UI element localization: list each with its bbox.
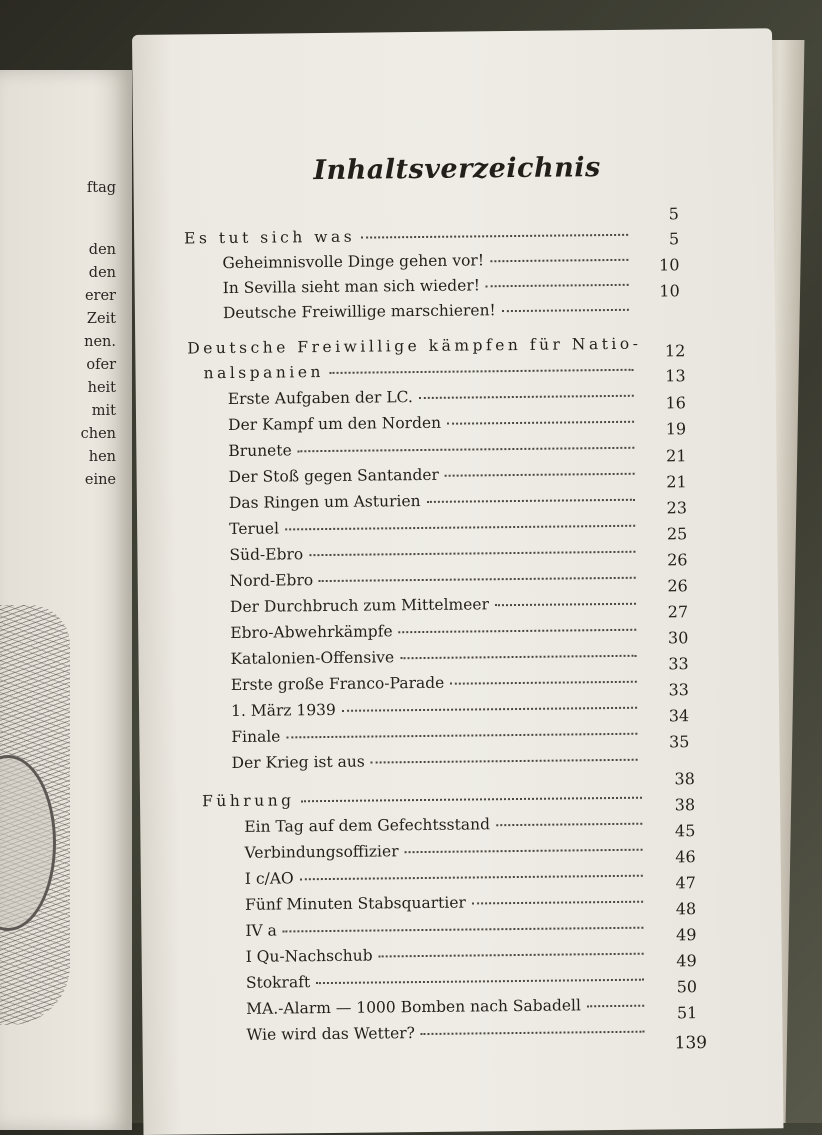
toc-entry: Der Stoß gegen Santander	[229, 464, 641, 486]
page-ref: 49	[676, 951, 697, 971]
contents-page	[132, 28, 783, 1135]
page-ref: 21	[665, 446, 687, 466]
toc-entry: Der Krieg ist aus	[232, 750, 644, 772]
page-ref: 5	[668, 204, 680, 224]
page-ref: 26	[667, 576, 688, 596]
left-page-word: ftag	[86, 180, 116, 196]
page-ref: 21	[666, 472, 687, 492]
page-ref: 23	[666, 498, 688, 518]
page-ref: 38	[674, 795, 696, 815]
toc-entry: Das Ringen um Asturien	[229, 490, 641, 512]
toc-entry: Verbindungsoffizier	[244, 840, 648, 862]
toc-entry: IV a	[245, 918, 649, 940]
toc-entry: Ebro-Abwehrkämpfe	[230, 620, 642, 642]
toc-entry: Katalonien-Offensive	[230, 646, 642, 668]
page-ref: 51	[676, 1003, 698, 1023]
left-page-word: eine	[84, 472, 116, 488]
page-ref: 16	[665, 393, 686, 413]
page-ref: 34	[668, 706, 690, 726]
left-page-word: heit	[87, 380, 116, 396]
toc-entry: Der Kampf um den Norden	[228, 412, 640, 434]
page-ref: 49	[675, 925, 697, 945]
toc-section-heading: Deutsche Freiwillige kämpfen für Natio-	[187, 334, 642, 358]
page-ref: 19	[665, 419, 687, 439]
page-ref: 10	[659, 281, 680, 301]
page-number: 139	[674, 1033, 708, 1054]
toc-section-heading: Führung	[202, 788, 648, 811]
page-ref: 26	[667, 550, 688, 570]
page-ref: 25	[666, 524, 688, 544]
toc-entry: Deutsche Freiwillige marschieren!	[223, 300, 635, 322]
left-page-word: mit	[91, 403, 116, 419]
page-ref: 5	[668, 229, 680, 249]
toc-section-heading: Es tut sich was	[184, 225, 634, 248]
toc-entry: Süd-Ebro	[229, 542, 641, 564]
page-ref: 45	[674, 821, 696, 841]
toc-entry: Brunete	[228, 438, 640, 460]
page-ref: 10	[658, 255, 680, 275]
page-ref: 12	[664, 341, 686, 361]
toc-entry: Der Durchbruch zum Mittelmeer	[230, 594, 642, 616]
page-ref: 27	[667, 602, 689, 622]
left-page-word: nen.	[84, 334, 116, 350]
left-page-word: ofer	[86, 357, 116, 373]
page-title: Inhaltsverzeichnis	[313, 152, 601, 187]
engraving-illustration	[0, 605, 70, 1025]
toc-entry: I Qu-Nachschub	[246, 944, 650, 966]
toc-entry: Erste große Franco-Parade	[231, 672, 643, 694]
toc-entry: Fünf Minuten Stabsquartier	[245, 892, 649, 914]
page-ref: 46	[675, 847, 696, 867]
toc-entry: Ein Tag auf dem Gefechtsstand	[244, 814, 648, 836]
page-ref: 13	[665, 366, 686, 386]
page-ref: 38	[674, 769, 695, 789]
toc-entry: Geheimnisvolle Dinge gehen vor!	[222, 250, 634, 272]
page-ref: 35	[668, 732, 690, 752]
left-page-word: den	[88, 265, 116, 281]
left-page	[0, 70, 132, 1130]
toc-section-heading-cont: nalspanien	[203, 360, 639, 383]
toc-entry: Stokraft	[246, 970, 650, 992]
page-ref: 33	[668, 654, 689, 674]
page-ref: 50	[676, 977, 698, 997]
page-ref: 48	[675, 899, 697, 919]
left-page-word: Zeit	[86, 311, 116, 327]
toc-entry: Finale	[231, 724, 643, 746]
toc-entry: MA.-Alarm — 1000 Bomben nach Sabadell	[246, 996, 650, 1018]
left-page-word: erer	[84, 288, 116, 304]
toc-entry: In Sevilla sieht man sich wieder!	[223, 275, 635, 297]
toc-entry: Teruel	[229, 516, 641, 538]
toc-entry: I c/AO	[245, 866, 649, 888]
toc-entry: 1. März 1939	[231, 698, 643, 720]
toc-entry: Erste Aufgaben der LC.	[228, 386, 640, 408]
page-ref: 33	[668, 680, 689, 700]
toc-entry: Nord-Ebro	[230, 568, 642, 590]
page-ref: 47	[675, 873, 697, 893]
page-ref: 30	[667, 628, 689, 648]
left-page-word: den	[88, 242, 116, 258]
left-page-word: chen	[80, 426, 116, 442]
left-page-word: hen	[88, 449, 116, 465]
toc-entry: Wie wird das Wetter?	[246, 1022, 650, 1044]
